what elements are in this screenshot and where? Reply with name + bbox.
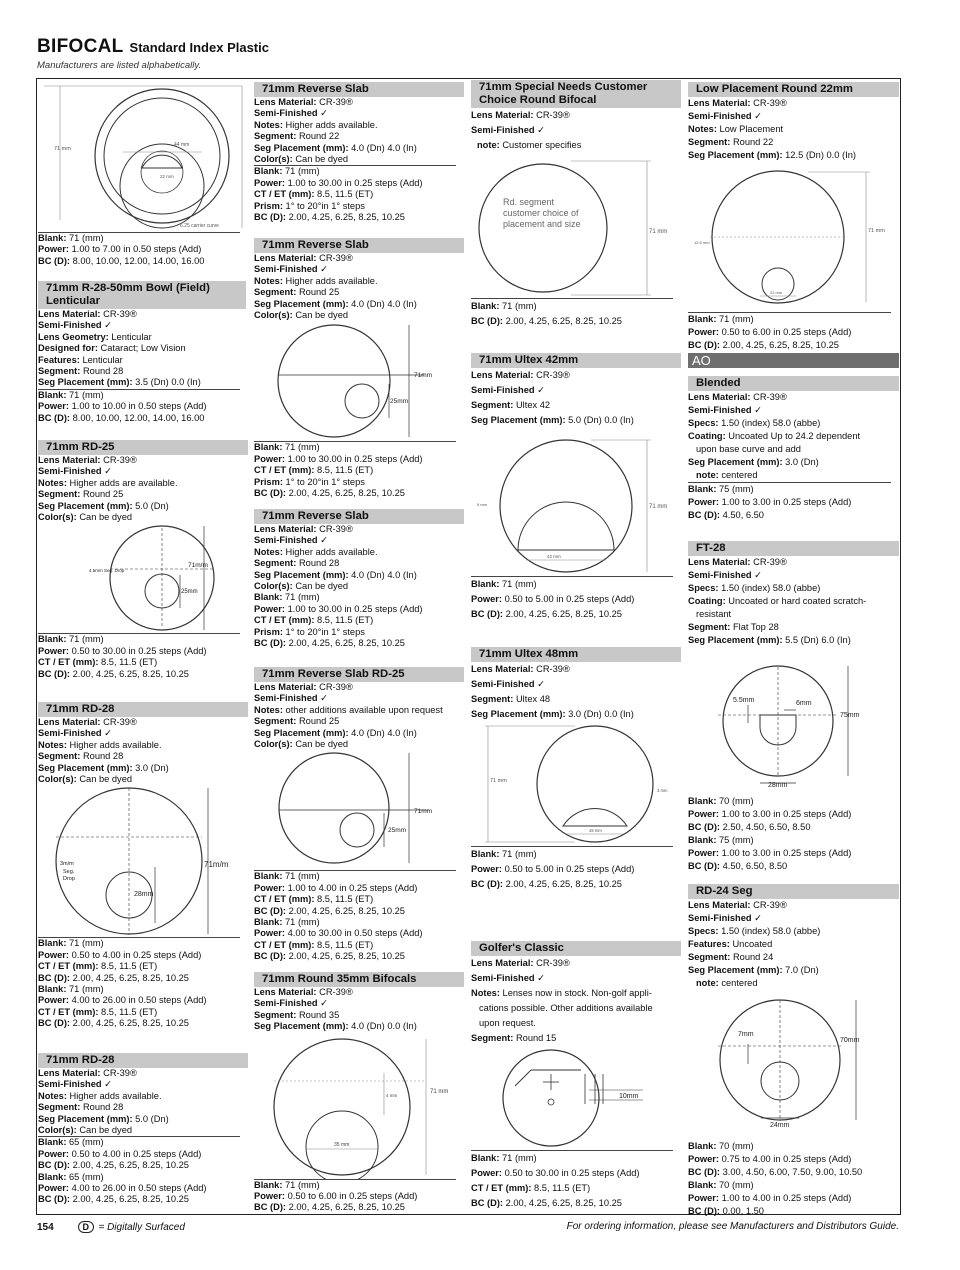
check-icon: ✓ — [104, 466, 112, 477]
segment-value: Round 25 — [298, 287, 340, 298]
bc-value: 2.00, 4.25, 6.25, 8.25, 10.25 — [288, 638, 405, 649]
product-rd24: RD-24 Seg Lens Material: CR-39® Semi-Finished ✓ Specs: 1.50 (index) 58.0 (abbe) Features: Uncoated Segment: Round 24 Seg Placement (mm): 7.0 (Dn) note: centered 7mm 70mm 24mm Blank: 70 (mm) Power: 0.75 to 4.00 in 0.25 steps (Add) BC (D): 3.00, 4.50, 6.00, 7.50, 9.00, 10.50 Blank: 70 (mm) Power: 1.00 to 4.00 in 0.25 steps (Add) BC (D): 0.00, 1.50 — [688, 884, 899, 1218]
product-title: 71mm Special Needs Customer Choice Round Bifocal — [471, 80, 681, 108]
segment-value: Ultex 42 — [515, 400, 551, 410]
lens-diagram — [471, 153, 679, 298]
lens-diagram — [38, 80, 246, 232]
prism-value: 1° to 20°in 1° steps — [285, 200, 365, 211]
seg-in-value: 0.0 — [604, 709, 618, 719]
notes-value: Low Placement — [719, 124, 784, 134]
blank-value: 71 (mm) — [69, 233, 104, 243]
dim-label: Drop — [63, 876, 75, 883]
ct-value: 8.5, 11.5 — [317, 189, 353, 200]
dim-label: 3m/m — [60, 861, 74, 868]
dim-label: 4.5mm Seg. Drop — [89, 568, 125, 574]
specs-abbe-value: 58.0 — [772, 926, 791, 936]
power-value: 0.50 to 6.00 in 0.25 steps — [721, 327, 827, 337]
dim-label: 70mm — [840, 1037, 860, 1044]
product-title: FT-28 — [688, 541, 899, 556]
product-rd28-b: 71mm RD-28 Lens Material: CR-39® Semi-Finished ✓ Notes: Higher adds available. Segment: Round 28 Seg Placement (mm): 5.0 (Dn) Color(s): Can be dyed Blank: 65 (mm) Power: 0.50 to 4.00 in 0.25 steps (Add) BC (D): 2.00, 4.25, 6.25, 8.25, 10.25 Blank: 65 (mm) Power: 4.00 to 26.00 in 0.50 steps (Add) BC (D): 2.00, 4.25, 6.25, 8.25, 10.25 — [38, 1053, 248, 1206]
product-title: 71mm RD-28 — [38, 1053, 248, 1068]
notes-value: Higher adds available. — [285, 546, 378, 557]
color-value: Can be dyed — [295, 154, 349, 165]
product-round-35: 71mm Round 35mm Bifocals Lens Material: CR-39® Semi-Finished ✓ Segment: Round 35 Seg Placement (mm): 4.0 (Dn) 0.0 (In) 71 mm 4 mm 35 mm Blank: 71 (mm) Power: 0.50 to 6.00 in 0.25 steps (Add) BC (D): 2.00, 4.25, 6.25, 8.25, 10.25 — [254, 972, 464, 1214]
bc-value: 2.00, 4.25, 6.25, 8.25, 10.25 — [288, 905, 405, 916]
digitally-surfaced-badge: D — [78, 1221, 94, 1233]
material-value: CR-39® — [103, 717, 137, 727]
check-icon: ✓ — [320, 535, 328, 546]
dim-label: 5.5mm — [733, 697, 755, 704]
ct-value: 8.5, 11.5 — [534, 1183, 570, 1193]
power-value: 1.00 to 7.00 in 0.50 steps — [71, 244, 177, 255]
power-value: 1.00 to 30.00 in 0.25 steps — [287, 177, 398, 188]
coating-value: upon base curve and add — [696, 444, 801, 454]
blank-value: 71 (mm) — [69, 938, 104, 949]
specs-index-value: 1.50 — [721, 926, 740, 936]
segment-value: Round 28 — [298, 558, 340, 569]
product-ultex-42: 71mm Ultex 42mm Lens Material: CR-39® Semi-Finished ✓ Segment: Ultex 42 Seg Placement (mm): 5.0 (Dn) 0.0 (In) 71 mm 42 mm 5 mm Blank: 71 (mm) Power: 0.50 to 5.00 in 0.25 steps (Add) BC (D): 2.00, 4.25, 6.25, 8.25, 10.25 — [471, 353, 681, 622]
blank-value: 71 (mm) — [719, 314, 754, 324]
power-value: 0.50 to 5.00 in 0.25 steps — [504, 594, 610, 604]
product-title: RD-24 Seg — [688, 884, 899, 899]
segment-value: Round 22 — [732, 137, 774, 147]
notes-value: Lenses now in stock. Non-golf appli- — [502, 988, 652, 998]
blank-value: 71 (mm) — [502, 301, 537, 311]
product-top-lens: 71 mm 44 mm 22 mm 6.25 carrier curve Blank: 71 (mm) Power: 1.00 to 7.00 in 0.50 steps (Add) BC (D): 8.00, 10.00, 12.00, 14.00, 16.00 — [38, 80, 248, 267]
coating-value: Uncoated Up to 24.2 dependent — [728, 431, 861, 441]
dim-label: 71 mm — [430, 1088, 449, 1095]
material-value: CR-39® — [319, 253, 353, 263]
lens-diagram — [688, 647, 896, 795]
dim-label: 48 mm — [589, 828, 602, 833]
product-special-needs: 71mm Special Needs Customer Choice Round Bifocal Lens Material: CR-39® Semi-Finished ✓ note: Customer specifies Rd. segment customer choice of placement and size 71 mm Blank: 71 (mm) BC (D): 2.00, 4.25, 6.25, 8.25, 10.25 — [471, 80, 681, 329]
dim-label: 7mm — [738, 1031, 754, 1038]
product-title: 71mm RD-25 — [38, 440, 248, 455]
seg-in-value: 0.0 — [604, 415, 618, 425]
page-number: 154 — [37, 1222, 54, 1233]
seg-dn-value: 5.0 — [135, 1113, 149, 1124]
dim-label: 71 mm — [490, 778, 507, 784]
power-value: 0.50 to 6.00 in 0.25 steps — [287, 1191, 393, 1202]
product-title: 71mm RD-28 — [38, 702, 248, 717]
bc-value: 2.50, 4.50, 6.50, 8.50 — [722, 822, 811, 832]
material-value: CR-39® — [319, 682, 353, 692]
check-icon: ✓ — [754, 570, 762, 580]
blank-value: 71 (mm) — [502, 1153, 537, 1163]
product-ultex-48: 71mm Ultex 48mm Lens Material: CR-39® Semi-Finished ✓ Segment: Ultex 48 Seg Placement (mm): 3.0 (Dn) 0.0 (In) 71 mm 48 mm 3 mm Blank: 71 (mm) Power: 0.50 to 5.00 in 0.25 steps (Add) BC (D): 2.00, 4.25, 6.25, 8.25, 10.25 — [471, 647, 681, 892]
bc-value: 2.00, 4.25, 6.25, 8.25, 10.25 — [72, 972, 189, 983]
product-reverse-slab-rd25: 71mm Reverse Slab RD-25 Lens Material: CR-39® Semi-Finished ✓ Notes: other additions available upon request Segment: Round 25 Seg Placement (mm): 4.0 (Dn) 4.0 (In) Color(s): Can be dyed 71mm 25mm Blank: 71 (mm) Power: 1.00 to 4.00 in 0.25 steps (Add) CT / ET (mm): 8.5, 11.5 (ET) BC (D): 2.00, 4.25, 6.25, 8.25, 10.25 Blank: 71 (mm) Power: 4.00 to 30.00 in 0.50 steps (Add) CT / ET (mm): 8.5, 11.5 (ET) BC (D): 2.00, 4.25, 6.25, 8.25, 10.25 — [254, 667, 464, 963]
product-ft28: FT-28 Lens Material: CR-39® Semi-Finished ✓ Specs: 1.50 (index) 58.0 (abbe) Coating: Uncoated or hard coated scratch- resistant Segment: Flat Top 28 Seg Placement (mm): 5.5 (Dn) 6.0 (In) 5.5mm 6mm 75mm 28mm Blank: 70 (mm) Power: 1.00 to 3.00 in 0.25 steps (Add) BC (D): 2.50, 4.50, 6.50, 8.50 Blank: 75 (mm) Power: 1.00 to 3.00 in 0.25 steps (Add) BC (D): 4.50, 6.50, 8.50 — [688, 541, 899, 873]
lens-diagram — [471, 722, 679, 846]
material-value: CR-39® — [536, 958, 570, 968]
check-icon: ✓ — [104, 728, 112, 739]
check-icon: ✓ — [754, 405, 762, 415]
ct-value: 8.5, 11.5 — [101, 961, 137, 972]
geometry-value: Lenticular — [111, 331, 152, 342]
dim-label: 71m/m — [188, 562, 208, 570]
check-icon: ✓ — [320, 108, 328, 119]
power-value: 4.00 to 30.00 in 0.50 steps — [287, 928, 398, 939]
product-title: 71mm Ultex 42mm — [471, 353, 681, 368]
material-value: CR-39® — [753, 900, 787, 910]
segment-value: Flat Top 28 — [732, 622, 779, 632]
product-title: 71mm Reverse Slab RD-25 — [254, 667, 464, 682]
check-icon: ✓ — [537, 385, 545, 395]
notes-value: Higher adds available. — [69, 1090, 162, 1101]
ct-value: 8.5, 11.5 — [317, 939, 353, 950]
material-value: CR-39® — [536, 370, 570, 380]
blank-value: 71 (mm) — [285, 592, 320, 603]
bc-value: 2.00, 4.25, 6.25, 8.25, 10.25 — [722, 340, 839, 350]
power-value: 1.00 to 30.00 in 0.25 steps — [287, 603, 398, 614]
lens-diagram — [471, 428, 679, 576]
seg-in-value: 4.0 — [387, 142, 401, 153]
seg-dn-value: 3.0 — [135, 762, 149, 773]
material-value: CR-39® — [753, 557, 787, 567]
bc-value: 0.00, 1.50 — [722, 1206, 764, 1216]
bc-value: 2.00, 4.25, 6.25, 8.25, 10.25 — [288, 212, 405, 223]
footer-left — [37, 1221, 185, 1233]
note-value: centered — [721, 470, 758, 480]
check-icon: ✓ — [754, 913, 762, 923]
bc-value: 2.00, 4.25, 6.25, 8.25, 10.25 — [72, 1018, 189, 1029]
legend-text: = Digitally Surfaced — [98, 1222, 185, 1233]
blank-value: 71 (mm) — [285, 871, 320, 882]
material-value: CR-39® — [319, 97, 353, 107]
product-golfers-classic: Golfer's Classic Lens Material: CR-39® Semi-Finished ✓ Notes: Lenses now in stock. Non-golf appli- cations possible. Other additions available upon request. Segment: Round 15 10mm Blank: 71 (mm) Power: 0.50 to 30.00 in 0.25 steps (Add) CT / ET (mm): 8.5, 11.5 (ET) BC (D): 2.00, 4.25, 6.25, 8.25, 10.25 — [471, 941, 681, 1211]
dim-label: 42 mm — [547, 554, 561, 559]
material-value: CR-39® — [103, 1068, 137, 1078]
bc-value: 8.00, 10.00, 12.00, 14.00, 16.00 — [72, 412, 205, 423]
color-value: Can be dyed — [295, 739, 349, 750]
power-value: 0.50 to 30.00 in 0.25 steps — [504, 1168, 615, 1178]
specs-abbe-value: 58.0 — [772, 418, 791, 428]
blank-value: 70 (mm) — [719, 1180, 754, 1190]
bc-value: 4.50, 6.50, 8.50 — [722, 861, 788, 871]
seg-in-value: 0.0 — [387, 1021, 401, 1032]
manufacturer-heading: AO — [688, 353, 899, 368]
blank-value: 70 (mm) — [719, 796, 754, 806]
specs-index-value: 1.50 — [721, 418, 740, 428]
notes-value: Higher adds available. — [285, 119, 378, 130]
seg-in-value: 0.0 — [171, 377, 185, 388]
dim-label: 71 mm — [649, 229, 668, 235]
ct-value: 8.5, 11.5 — [317, 894, 353, 905]
notes-value: upon request. — [479, 1018, 536, 1028]
product-reverse-slab-25: 71mm Reverse Slab Lens Material: CR-39® Semi-Finished ✓ Notes: Higher adds available. Segment: Round 25 Seg Placement (mm): 4.0 (Dn) 4.0 (In) Color(s): Can be dyed 71mm 25mm Blank: 71 (mm) Power: 1.00 to 30.00 in 0.25 steps (Add) CT / ET (mm): 8.5, 11.5 (ET) Prism: 1° to 20°in 1° steps BC (D): 2.00, 4.25, 6.25, 8.25, 10.25 — [254, 238, 464, 499]
blank-value: 71 (mm) — [69, 984, 104, 995]
notes-value: other additions available upon request — [285, 704, 443, 715]
blank-value: 65 (mm) — [69, 1171, 104, 1182]
bc-value: 2.00, 4.25, 6.25, 8.25, 10.25 — [505, 879, 622, 889]
coating-value: Uncoated or hard coated scratch- — [728, 596, 867, 606]
bc-value: 2.00, 4.25, 6.25, 8.25, 10.25 — [288, 951, 405, 962]
blank-value: 75 (mm) — [719, 484, 754, 494]
dim-label: 6mm — [796, 700, 812, 707]
blank-value: 71 (mm) — [69, 634, 104, 645]
power-value: 1.00 to 10.00 in 0.50 steps — [71, 401, 182, 412]
bc-value: 2.00, 4.25, 6.25, 8.25, 10.25 — [505, 1198, 622, 1208]
seg-in-value: 6.0 — [821, 635, 835, 645]
features-value: Lenticular — [82, 354, 123, 365]
power-value: 0.50 to 30.00 in 0.25 steps — [71, 645, 182, 656]
product-title: 71mm Reverse Slab — [254, 509, 464, 524]
blank-value: 70 (mm) — [719, 1141, 754, 1151]
material-value: CR-39® — [103, 455, 137, 465]
check-icon: ✓ — [537, 125, 545, 135]
lens-diagram — [254, 750, 462, 870]
note-value: centered — [721, 978, 758, 988]
designed-value: Cataract; Low Vision — [100, 343, 186, 354]
dim-label: 10mm — [619, 1093, 639, 1100]
blank-value: 71 (mm) — [285, 917, 320, 928]
notes-value: Higher adds available. — [285, 275, 378, 286]
check-icon: ✓ — [320, 998, 328, 1009]
power-value: 1.00 to 3.00 in 0.25 steps — [721, 848, 827, 858]
diagram-label: Rd. segment — [503, 197, 555, 207]
material-value: CR-39® — [536, 110, 570, 120]
product-low-placement: Low Placement Round 22mm Lens Material: CR-39® Semi-Finished ✓ Notes: Low Placement Segment: Round 22 Seg Placement (mm): 12.5 (Dn) 0.0 (In) 71 mm 12.5 mm 22 mm Blank: 71 (mm) Power: 0.50 to 6.00 in 0.25 steps (Add) BC (D): 2.00, 4.25, 6.25, 8.25, 10.25 — [688, 82, 899, 352]
segment-value: Round 28 — [82, 1102, 124, 1113]
segment-value: Round 25 — [82, 489, 124, 500]
product-title: 71mm R-28-50mm Bowl (Field) Lenticular — [38, 281, 246, 309]
segment-value: Round 28 — [82, 366, 124, 377]
dim-label: 71 mm — [868, 228, 885, 234]
lens-diagram — [38, 523, 246, 633]
blank-value: 71 (mm) — [285, 1179, 320, 1190]
seg-dn-value: 3.5 — [135, 377, 149, 388]
power-value: 1.00 to 30.00 in 0.25 steps — [287, 453, 398, 464]
bc-value: 8.00, 10.00, 12.00, 14.00, 16.00 — [72, 255, 205, 266]
prism-value: 1° to 20°in 1° steps — [285, 476, 365, 487]
segment-value: Round 35 — [298, 1009, 340, 1020]
dim-label: 3 mm — [657, 788, 668, 793]
note-value: Customer specifies — [502, 140, 582, 150]
seg-in-value: 4.0 — [387, 569, 401, 580]
seg-dn-value: 7.0 — [785, 965, 799, 975]
seg-dn-value: 5.0 — [135, 500, 149, 511]
seg-in-value: 4.0 — [387, 727, 401, 738]
check-icon: ✓ — [320, 264, 328, 275]
segment-value: Round 28 — [82, 751, 124, 762]
bc-value: 2.00, 4.25, 6.25, 8.25, 10.25 — [288, 488, 405, 499]
product-blended: Blended Lens Material: CR-39® Semi-Finished ✓ Specs: 1.50 (index) 58.0 (abbe) Coating: Uncoated Up to 24.2 dependent upon base curve and add Seg Placement (mm): 3.0 (Dn) note: centered Blank: 75 (mm) Power: 1.00 to 3.00 in 0.25 steps (Add) BC (D): 4.50, 6.50 — [688, 376, 899, 522]
product-reverse-slab-28: 71mm Reverse Slab Lens Material: CR-39® Semi-Finished ✓ Notes: Higher adds available. Segment: Round 28 Seg Placement (mm): 4.0 (Dn) 4.0 (In) Color(s): Can be dyed Blank: 71 (mm) Power: 1.00 to 30.00 in 0.25 steps (Add) CT / ET (mm): 8.5, 11.5 (ET) Prism: 1° to 20°in 1° steps BC (D): 2.00, 4.25, 6.25, 8.25, 10.25 — [254, 509, 464, 649]
dim-label: 71mm — [414, 808, 433, 816]
lens-diagram — [254, 1033, 462, 1179]
segment-value: Ultex 48 — [515, 694, 551, 704]
power-value: 0.75 to 4.00 in 0.25 steps — [721, 1154, 827, 1164]
specs-abbe-value: 58.0 — [772, 583, 791, 593]
check-icon: ✓ — [537, 679, 545, 689]
material-value: CR-39® — [753, 392, 787, 402]
bc-value: 2.00, 4.25, 6.25, 8.25, 10.25 — [288, 1202, 405, 1213]
product-title: Low Placement Round 22mm — [688, 82, 899, 97]
bc-value: 2.00, 4.25, 6.25, 8.25, 10.25 — [505, 609, 622, 619]
bc-value: 2.00, 4.25, 6.25, 8.25, 10.25 — [72, 668, 189, 679]
dim-label: 44 mm — [174, 142, 190, 148]
product-title: Golfer's Classic — [471, 941, 681, 956]
dim-label: 25mm — [181, 589, 198, 596]
dim-label: 6.25 carrier curve — [180, 223, 219, 229]
footer-ordering-note: For ordering information, please see Manufacturers and Distributors Guide. — [566, 1221, 899, 1232]
seg-dn-value: 5.5 — [785, 635, 799, 645]
segment-value: Round 25 — [298, 716, 340, 727]
bc-value: 2.00, 4.25, 6.25, 8.25, 10.25 — [505, 316, 622, 326]
ct-value: 8.5, 11.5 — [317, 615, 353, 626]
seg-dn-value: 4.0 — [351, 1021, 365, 1032]
segment-value: Round 22 — [298, 131, 340, 142]
dim-label: 28mm — [134, 891, 154, 899]
bc-value: 4.50, 6.50 — [722, 510, 764, 520]
check-icon: ✓ — [537, 973, 545, 983]
notes-value: cations possible. Other additions available — [479, 1003, 653, 1013]
power-value: 0.50 to 5.00 in 0.25 steps — [504, 864, 610, 874]
product-title: 71mm Reverse Slab — [254, 82, 464, 97]
dim-label: 12.5 mm — [694, 240, 710, 245]
material-value: CR-39® — [103, 309, 137, 319]
page-header — [37, 36, 269, 58]
features-value: Uncoated — [732, 939, 773, 949]
blank-value: 71 (mm) — [69, 389, 104, 400]
product-rd28-a: 71mm RD-28 Lens Material: CR-39® Semi-Finished ✓ Notes: Higher adds available. Segment: Round 28 Seg Placement (mm): 3.0 (Dn) Color(s): Can be dyed 71m/m 3m/m Seg. Drop 28mm Blank: 71 (mm) Power: 0.50 to 4.00 in 0.25 steps (Add) CT / ET (mm): 8.5, 11.5 (ET) BC (D): 2.00, 4.25, 6.25, 8.25, 10.25 Blank: 71 (mm) Power: 4.00 to 26.00 in 0.50 steps (Add) CT / ET (mm): 8.5, 11.5 (ET) BC (D): 2.00, 4.25, 6.25, 8.25, 10.25 — [38, 702, 248, 1030]
blank-value: 71 (mm) — [502, 849, 537, 859]
coating-value: resistant — [696, 609, 732, 619]
dim-label: 24mm — [770, 1122, 790, 1129]
lens-diagram — [38, 785, 246, 937]
color-value: Can be dyed — [79, 774, 133, 785]
power-value: 4.00 to 26.00 in 0.50 steps — [71, 995, 182, 1006]
power-value: 1.00 to 4.00 in 0.25 steps — [721, 1193, 827, 1203]
power-value: 1.00 to 3.00 in 0.25 steps — [721, 809, 827, 819]
seg-dn-value: 12.5 — [785, 150, 804, 160]
dim-label: 22 mm — [160, 174, 174, 179]
ct-value: 8.5, 11.5 — [101, 657, 137, 668]
diagram-label: placement and size — [503, 219, 581, 229]
check-icon: ✓ — [320, 693, 328, 704]
blank-value: 71 (mm) — [285, 442, 320, 453]
diagram-label: customer choice of — [503, 208, 579, 218]
seg-dn-value: 3.0 — [785, 457, 799, 467]
bc-value: 2.00, 4.25, 6.25, 8.25, 10.25 — [72, 1160, 189, 1171]
material-value: CR-39® — [319, 524, 353, 534]
manufacturer-ao — [688, 353, 899, 368]
dim-label: 35 mm — [334, 1141, 350, 1148]
check-icon: ✓ — [754, 111, 762, 121]
blank-value: 65 (mm) — [69, 1137, 104, 1148]
notes-value: Higher adds available. — [69, 739, 162, 750]
product-title: 71mm Reverse Slab — [254, 238, 464, 253]
dim-label: 22 mm — [770, 290, 783, 295]
seg-dn-value: 3.0 — [568, 709, 582, 719]
specs-index-value: 1.50 — [721, 583, 740, 593]
check-icon: ✓ — [104, 320, 112, 331]
color-value: Can be dyed — [79, 512, 133, 523]
material-value: CR-39® — [536, 664, 570, 674]
material-value: CR-39® — [753, 98, 787, 108]
bc-value: 2.00, 4.25, 6.25, 8.25, 10.25 — [72, 1194, 189, 1205]
dim-label: 75mm — [840, 712, 860, 719]
lens-diagram — [471, 1046, 679, 1150]
dim-label: 4 mm — [386, 1092, 398, 1098]
product-bowl-lenticular: 71mm R-28-50mm Bowl (Field) Lenticular Lens Material: CR-39® Semi-Finished ✓ Lens Geometry: Lenticular Designed for: Cataract; Low Vision Features: Lenticular Segment: Round 28 Seg Placement (mm): 3.5 (Dn) 0.0 (In) Blank: 71 (mm) Power: 1.00 to 10.00 in 0.50 steps (Add) BC (D): 8.00, 10.00, 12.00, 14.00, 16.00 — [38, 281, 248, 424]
lens-diagram — [688, 162, 896, 312]
power-value: 4.00 to 26.00 in 0.50 steps — [71, 1183, 182, 1194]
seg-dn-value: 4.0 — [351, 142, 365, 153]
seg-dn-value: 4.0 — [351, 298, 365, 309]
bc-value: 3.00, 4.50, 6.00, 7.50, 9.00, 10.50 — [722, 1167, 863, 1177]
dim-label: 71mm — [414, 372, 433, 380]
product-reverse-slab-22: 71mm Reverse Slab Lens Material: CR-39® Semi-Finished ✓ Notes: Higher adds available. Segment: Round 22 Seg Placement (mm): 4.0 (Dn) 4.0 (In) Color(s): Can be dyed Blank: 71 (mm) Power: 1.00 to 30.00 in 0.25 steps (Add) CT / ET (mm): 8.5, 11.5 (ET) Prism: 1° to 20°in 1° steps BC (D): 2.00, 4.25, 6.25, 8.25, 10.25 — [254, 82, 464, 223]
blank-value: 71 (mm) — [285, 166, 320, 177]
ct-value: 8.5, 11.5 — [101, 1006, 137, 1017]
dim-label: 71 mm — [54, 146, 71, 152]
product-title: 71mm Ultex 48mm — [471, 647, 681, 662]
color-value: Can be dyed — [79, 1125, 133, 1136]
dim-label: 25mm — [388, 827, 407, 835]
color-value: Can be dyed — [295, 310, 349, 321]
page-title: BIFOCAL — [37, 36, 124, 57]
dim-label: 25mm — [390, 398, 409, 406]
page-subtitle: Standard Index Plastic — [129, 40, 269, 55]
header-note: Manufacturers are listed alphabetically. — [37, 60, 202, 71]
product-title: 71mm Round 35mm Bifocals — [254, 972, 464, 987]
material-value: CR-39® — [319, 987, 353, 997]
dim-label: 71 mm — [649, 504, 668, 510]
seg-in-value: 4.0 — [387, 298, 401, 309]
seg-dn-value: 5.0 — [568, 415, 582, 425]
dim-label: 71m/m — [204, 860, 229, 870]
dim-label: 5 mm — [477, 502, 487, 507]
dim-label: Seg. — [63, 869, 75, 876]
product-rd25: 71mm RD-25 Lens Material: CR-39® Semi-Finished ✓ Notes: Higher adds are available. Segment: Round 25 Seg Placement (mm): 5.0 (Dn) Color(s): Can be dyed 71m/m 4.5mm Seg. Drop 25mm Blank: 71 (mm) Power: 0.50 to 30.00 in 0.25 steps (Add) CT / ET (mm): 8.5, 11.5 (ET) BC (D): 2.00, 4.25, 6.25, 8.25, 10.25 — [38, 440, 248, 680]
seg-in-value: 0.0 — [826, 150, 840, 160]
dim-label: 28mm — [768, 782, 788, 789]
ct-value: 8.5, 11.5 — [317, 465, 353, 476]
blank-value: 75 (mm) — [719, 835, 754, 845]
prism-value: 1° to 20°in 1° steps — [285, 626, 365, 637]
segment-value: Round 15 — [515, 1033, 557, 1043]
lens-diagram — [688, 990, 896, 1140]
power-value: 0.50 to 4.00 in 0.25 steps — [71, 949, 177, 960]
blank-value: 71 (mm) — [502, 579, 537, 589]
power-value: 1.00 to 3.00 in 0.25 steps — [721, 497, 827, 507]
color-value: Can be dyed — [295, 581, 349, 592]
lens-diagram — [254, 321, 462, 441]
notes-value: Higher adds are available. — [69, 477, 178, 488]
segment-value: Round 24 — [732, 952, 774, 962]
power-value: 1.00 to 4.00 in 0.25 steps — [287, 882, 393, 893]
check-icon: ✓ — [104, 1079, 112, 1090]
product-title: Blended — [688, 376, 899, 391]
seg-dn-value: 4.0 — [351, 727, 365, 738]
power-value: 0.50 to 4.00 in 0.25 steps — [71, 1148, 177, 1159]
seg-dn-value: 4.0 — [351, 569, 365, 580]
